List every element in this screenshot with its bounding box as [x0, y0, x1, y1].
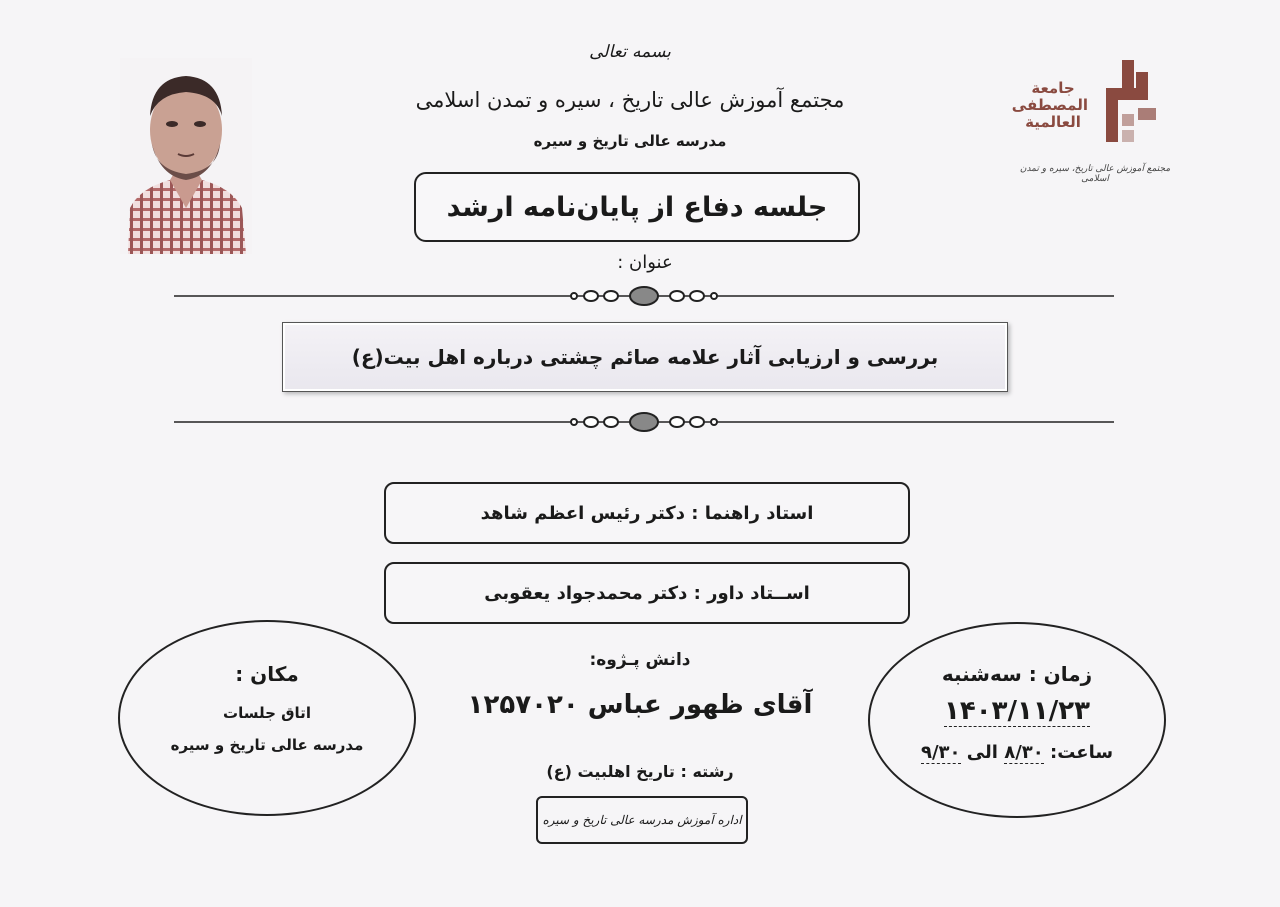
date-value: ۱۴۰۳/۱۱/۲۳: [944, 696, 1090, 726]
org-name: مجتمع آموزش عالی تاریخ ، سیره و تمدن اسلامی: [415, 88, 845, 112]
logo-name: جامعة المصطفی العالمیة: [1011, 79, 1088, 131]
student-photo: [120, 58, 252, 254]
student-name: آقای ظهور عباس ۱۲۵۷۰۲۰: [467, 690, 813, 720]
hour-from: ۸/۳۰: [1004, 742, 1044, 763]
reviewer-box: اســتاد داور : دکتر محمدجواد یعقوبی: [384, 562, 910, 624]
hour-separator: الی: [966, 742, 998, 763]
logo-subtitle: مجتمع آموزش عالی تاریخ، سیره و تمدن اسلامی: [1019, 164, 1171, 184]
time-date: [880, 696, 1154, 726]
place-room: اتاق جلسات: [223, 704, 311, 722]
time-label: زمان : سه‌شنبه: [941, 662, 1093, 686]
hour-label: ساعت:: [1050, 742, 1114, 763]
place-label: مکان :: [235, 662, 299, 686]
supervisor-box: استاد راهنما : دکتر رئیس اعظم شاهد: [384, 482, 910, 544]
student-label: دانش پـژوه:: [589, 650, 691, 670]
hour-to: ۹/۳۰: [920, 742, 961, 763]
office-stamp: اداره آموزش مدرسه عالی تاریخ و سیره: [536, 796, 748, 844]
ornamental-divider-top: [174, 286, 1114, 306]
besmellah: بسمه تعالی: [589, 42, 671, 62]
ornamental-divider-bottom: [174, 412, 1114, 432]
university-logo: [1010, 58, 1180, 198]
place-school: مدرسه عالی تاریخ و سیره: [170, 736, 364, 754]
thesis-title-box: بررسی و ارزیابی آثار علامه صائم چشتی درباره اهل بیت(ع): [282, 322, 1008, 392]
time-hour: [880, 742, 1154, 763]
field-of-study: رشته : تاریخ اهلبیت (ع): [546, 762, 734, 781]
school-name: مدرسه عالی تاریخ و سیره: [533, 132, 727, 150]
defense-title-box: جلسه دفاع از پایان‌نامه ارشد: [414, 172, 860, 242]
topic-label: عنوان :: [617, 252, 673, 273]
